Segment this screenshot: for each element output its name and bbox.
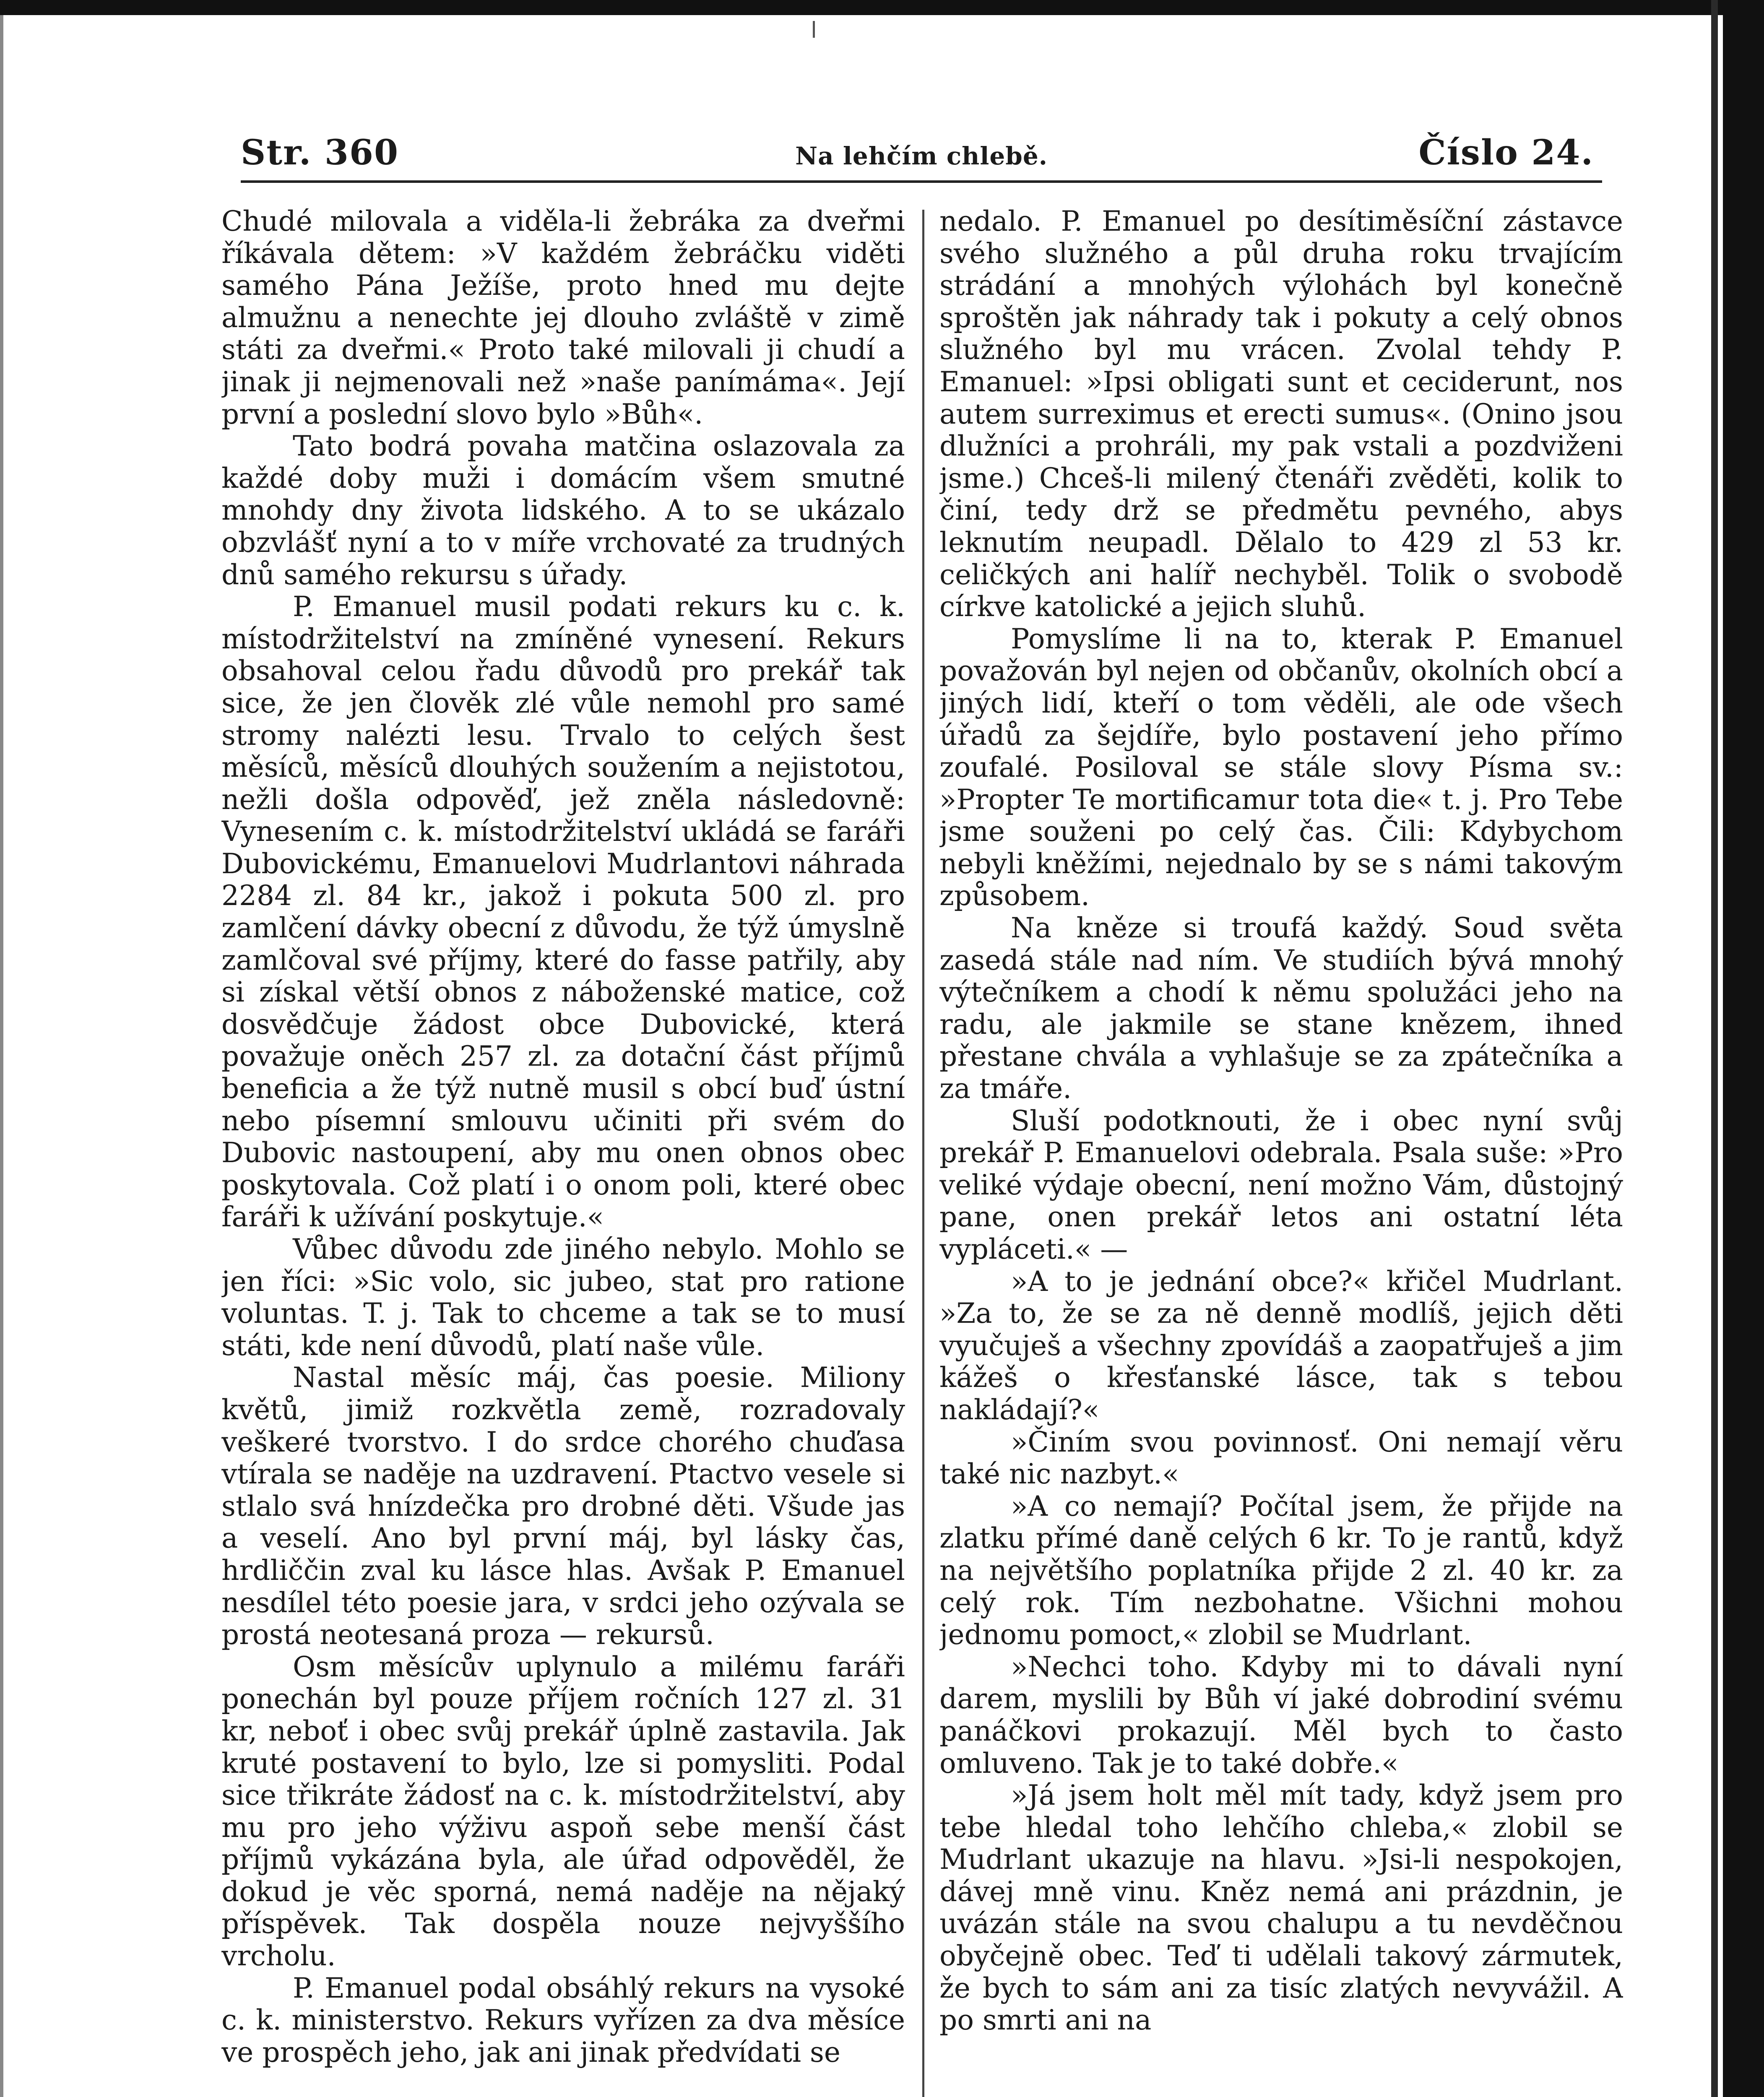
paragraph: Pomyslíme li na to, kterak P. Emanuel považován byl nejen od občanův, okolních obcí a jiných lidí, kteří o tom věděli, ale ode všech úřadů za šejdíře, bylo postavení jeho přímo zoufalé. Posiloval se stále slovy Písma sv.: »Propter Te mortificamur tota die« t. j. Pro Tebe jsme souženi po celý čas. Čili: Kdybychom nebyli kněžími, nejednalo by se s námi takovým způsobem. <box>939 622 1623 912</box>
paragraph: »Já jsem holt měl mít tady, když jsem pro tebe hledal toho lehčího chleba,« zlobil se Mudrlant ukazuje na hlavu. »Jsi-li nespokojen, dávej mně vinu. Kněz nemá ani prázdnin, je uvázán stále na svou chalupu a tu nevděčnou obyčejně obec. Teď ti udělali takový zármutek, že bych to sám ani za tisíc zlatých nevyvážil. A po smrti ani na <box>939 1779 1623 2037</box>
paragraph: Nastal měsíc máj, čas poesie. Miliony květů, jimiž rozkvětla země, rozradovaly veškeré tvorstvo. I do srdce chorého chuďasa vtírala se naděje na uzdravení. Ptactvo vesele si stlalo svá hnízdečka pro drobné děti. Všude jas a veselí. Ano byl první máj, byl lásky čas, hrdliččin zval ku lásce hlas. Avšak P. Emanuel nesdílel této poesie jara, v srdci jeho ozývala se prostá neotesaná proza — rekursů. <box>221 1361 905 1651</box>
running-title: Na lehčím chlebě. <box>795 142 1048 170</box>
column-divider <box>922 210 924 2097</box>
scan-edge-right-line <box>1711 0 1718 2097</box>
paragraph: Na kněze si troufá každý. Soud světa zasedá stále nad ním. Ve studiích bývá mnohý výtečníkem a chodí k němu spolužáci jeho na radu, ale jakmile se stane knězem, ihned přestane chvála a vyhlašuje se za zpátečníka a za tmáře. <box>939 912 1623 1105</box>
paragraph: Sluší podotknouti, že i obec nyní svůj prekář P. Emanuelovi odebrala. Psala suše: »Pro veliké výdaje obecní, není možno Vám, důstojný pane, onen prekář letos ani ostatní léta vypláceti.« — <box>939 1104 1623 1265</box>
paragraph: P. Emanuel podal obsáhlý rekurs na vysoké c. k. ministerstvo. Rekurs vyřízen za dva měsíce ve prospěch jeho, jak ani jinak předvídati se <box>221 1972 905 2068</box>
paragraph: »A co nemají? Počítal jsem, že přijde na zlatku přímé daně celých 6 kr. To je rantů, když na největšího poplatníka přijde 2 zl. 40 kr. za celý rok. Tím nezbohatne. Všichni mohou jednomu pomoct,« zlobil se Mudrlant. <box>939 1490 1623 1651</box>
paragraph: Vůbec důvodu zde jiného nebylo. Mohlo se jen říci: »Sic volo, sic jubeo, stat pro ratione voluntas. T. j. Tak to chceme a tak se to musí státi, kde není důvodů, platí naše vůle. <box>221 1233 905 1362</box>
paragraph: Osm měsícův uplynulo a milému faráři ponechán byl pouze příjem ročních 127 zl. 31 kr, neboť i obec svůj prekář úplně zastavila. Jak kruté postavení to bylo, lze si pomysliti. Podal sice třikráte žádosť na c. k. místodržitelství, aby mu pro jeho výživu aspoň sebe menší část příjmů vykázána byla, ale úřad odpověděl, že dokud je věc sporná, nemá naděje na nějaký příspěvek. Tak dospěla nouze nejvyššího vrcholu. <box>221 1650 905 1972</box>
paragraph: Tato bodrá povaha matčina oslazovala za každé doby muži i domácím všem smutné mnohdy dny života lidského. A to se ukázalo obzvlášť nyní a to v míře vrchovaté za trudných dnů samého rekursu s úřady. <box>221 430 905 591</box>
paragraph: nedalo. P. Emanuel po desítiměsíční zástavce svého služného a půl druha roku trvajícím strádání a mnohých výlohách byl konečně sproštěn jak náhrady tak i pokuty a celý obnos služného byl mu vrácen. Zvolal tehdy P. Emanuel: »Ipsi obligati sunt et ceciderunt, nos autem surreximus et erecti sumus«. (Onino jsou dlužníci a prohráli, my pak vstali a pozdviženi jsme.) Chceš-li milený čtenáři zvěděti, kolik to činí, tedy drž se předmětu pevného, abys leknutím neupadl. Dělalo to 429 zl 53 kr. celičkých ani halíř nechyběl. Tolik o svobodě církve katolické a jejich sluhů. <box>939 206 1623 623</box>
paragraph: P. Emanuel musil podati rekurs ku c. k. místodržitelství na zmíněné vynesení. Rekurs obsahoval celou řadu důvodů pro prekář tak sice, že jen člověk zlé vůle nemohl pro samé stromy nalézti lesu. Trvalo to celých šest měsíců, měsíců dlouhých soužením a nejistotou, nežli došla odpověď, jež zněla následovně: Vynesením c. k. místodržitelství ukládá se faráři Dubovickému, Emanuelovi Mudrlantovi náhrada 2284 zl. 84 kr., jakož i pokuta 500 zl. pro zamlčení dávky obecní z důvodu, že týž úmyslně zamlčoval své příjmy, které do fasse patřily, aby si získal větší obnos z náboženské matice, což dosvědčuje žádost obce Dubovické, která považuje oněch 257 zl. za dotační část příjmů beneficia a že týž nutně musil s obcí buď ústní nebo písemní smlouvu učiniti při svém do Dubovic nastoupení, aby mu onen obnos obec poskytovala. Což platí i o onom poli, které obec faráři k užívání poskytuje.« <box>221 591 905 1233</box>
left-column <box>221 206 905 2097</box>
issue-number: Číslo 24. <box>1418 133 1594 173</box>
paragraph: »A to je jednání obce?« křičel Mudrlant. »Za to, že se za ně denně modlíš, jejich děti vyučuješ a všechny zpovídáš a zaopatřuješ a jim kážeš o křesťanské lásce, tak s tebou nakládají?« <box>939 1265 1623 1426</box>
paragraph: »Činím svou povinnosť. Oni nemají věru také nic nazbyt.« <box>939 1426 1623 1491</box>
page-number: Str. 360 <box>241 133 399 173</box>
scan-edge-right <box>1723 0 1764 2097</box>
paragraph: »Nechci toho. Kdyby mi to dávali nyní darem, myslili by Bůh ví jaké dobrodiní svému panáčkovi prokazují. Měl bych to často omluveno. Tak je to také dobře.« <box>939 1650 1623 1780</box>
registration-mark <box>813 21 815 38</box>
paragraph: Chudé milovala a viděla-li žebráka za dveřmi říkávala dětem: »V každém žebráčku viděti samého Pána Ježíše, proto hned mu dejte almužnu a nenechte jej dlouho zvláště v zimě státi za dveřmi.« Proto také milovali ji chudí a jinak ji nejmenovali než »naše panímáma«. Její první a poslední slovo bylo »Bůh«. <box>221 206 905 430</box>
scan-edge-left <box>0 0 3 2097</box>
scan-edge-top <box>0 0 1764 15</box>
page-header <box>241 126 1602 183</box>
right-column <box>939 206 1623 2097</box>
